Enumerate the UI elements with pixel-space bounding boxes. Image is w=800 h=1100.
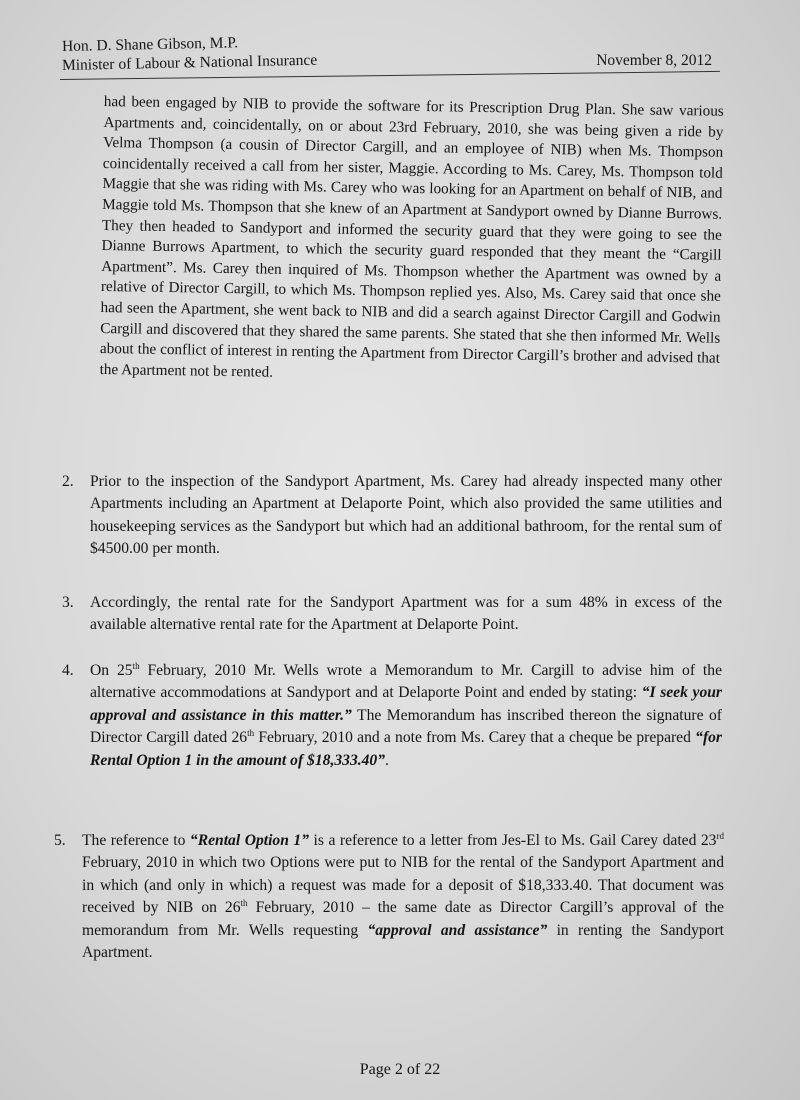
quoted-emphasis: “Rental Option 1” bbox=[189, 832, 309, 849]
text-run: The reference to bbox=[82, 832, 190, 849]
text-run: . bbox=[385, 751, 389, 769]
header-date: November 8, 2012 bbox=[596, 52, 712, 69]
item-number: 4. bbox=[62, 662, 74, 679]
ordinal-suffix: th bbox=[240, 898, 248, 909]
quoted-emphasis: “approval and assistance” bbox=[367, 921, 548, 939]
page-number: Page 2 of 22 bbox=[359, 1061, 441, 1078]
ordinal-suffix: th bbox=[132, 660, 140, 671]
text-run: The Memorandum has inscribed thereon the signature of Director Cargill dated 26 bbox=[90, 706, 722, 747]
item-number: 3. bbox=[62, 594, 74, 611]
text-run: February, 2010 in which two Options were put to NIB for the rental of the Sandyport Apartment and in which (and only in which) a request was made for a deposit of $18,333.40. That document was received by NIB on 26 bbox=[82, 854, 724, 917]
item-number: 5. bbox=[54, 832, 66, 849]
page-header bbox=[0, 0, 800, 90]
item-text bbox=[90, 660, 722, 772]
text-run: in renting the Sandyport Apartment. bbox=[82, 921, 725, 962]
item-text bbox=[82, 830, 724, 964]
ordinal-suffix: th bbox=[247, 728, 255, 739]
ordinal-suffix: rd bbox=[716, 830, 724, 841]
item-number: 2. bbox=[62, 473, 74, 490]
quoted-emphasis: “for Rental Option 1 in the amount of $18,333.40” bbox=[90, 729, 722, 769]
text-run: On 25 bbox=[90, 662, 133, 679]
text-run: February, 2010 – the same date as Director Cargill’s approval of the memorandum from Mr. Wells requesting bbox=[82, 899, 724, 939]
quoted-emphasis: “I seek your approval and assistance in this matter.” bbox=[90, 684, 722, 724]
text-run: February, 2010 Mr. Wells wrote a Memorandum to Mr. Cargill to advise him of the alternative accommodations at Sandyport and at Delaporte Point and ended by stating: bbox=[90, 662, 722, 702]
continued-paragraph: had been engaged by NIB to provide the software for its Prescription Drug Plan. She saw various Apartments and, coincidentally, on or about 23rd February, 2010, she was being given a ride by Velma Thompson (a cousin of Director Cargill, and an employee of NIB) when Ms. Thompson coincidentally received a call from her sister, Maggie. According to Ms. Carey, Ms. Thompson told Maggie that she was riding with Ms. Carey who was looking for an Apartment on behalf of NIB, and Maggie told Ms. Thompson that she knew of an Apartment at Sandyport owned by Dianne Burrows. They then headed to Sandyport and informed the security guard that they were going to see the Dianne Burrows Apartment, to which the security guard responded that they meant the “Cargill Apartment”. Ms. Carey then inquired of Ms. Thompson whether the Apartment was owned by a relative of Director Cargill, to which Ms. Thompson replied yes. Also, Ms. Carey said that once she had seen the Apartment, she went back to NIB and did a search against Director Cargill and Godwin Cargill and discovered that they shared the same parents. She stated that she then informed Mr. Wells about the conflict of interest in renting the Apartment from Director Cargill’s brother and advised that the Apartment not be rented. bbox=[99, 92, 724, 381]
header-name: Hon. D. Shane Gibson, M.P. bbox=[61, 34, 239, 55]
item-text: Prior to the inspection of the Sandyport Apartment, Ms. Carey had already inspected many other Apartments including an Apartment at Delaporte Point, which also provided the same utilities and housekeeping services as the Sandyport but which had an additional bathroom, for the rental sum of $4500.00 per month. bbox=[90, 473, 722, 558]
text-run: is a reference to a letter from Jes-El to Ms. Gail Carey dated 23 bbox=[309, 832, 717, 849]
text-run: February, 2010 and a note from Ms. Carey that a cheque be prepared bbox=[254, 729, 696, 747]
item-text: Accordingly, the rental rate for the Sandyport Apartment was for a sum 48% in excess of the available alternative rental rate for the Apartment at Delaporte Point. bbox=[90, 594, 722, 634]
header-title: Minister of Labour & National Insurance bbox=[61, 51, 318, 74]
